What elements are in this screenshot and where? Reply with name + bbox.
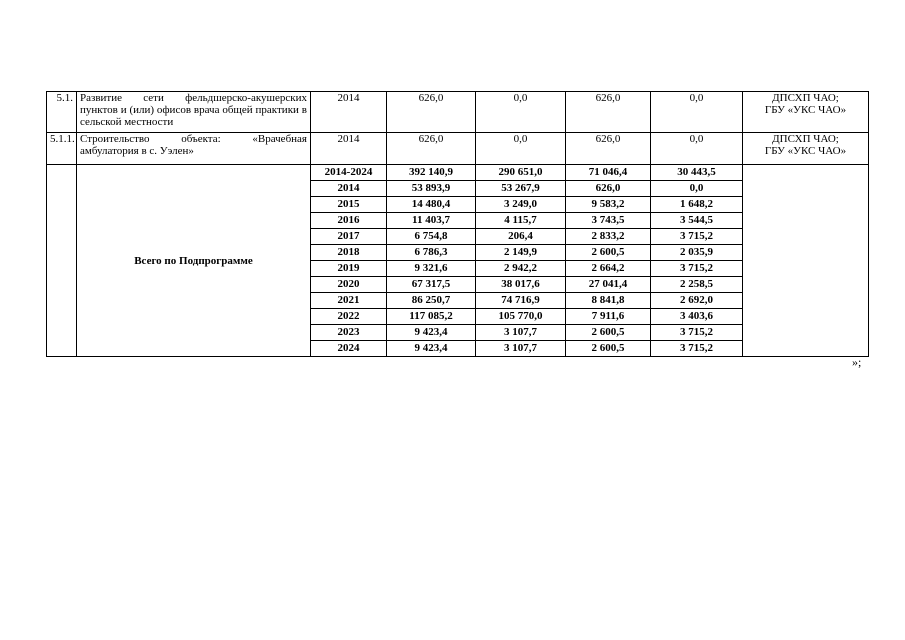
- row-number: 5.1.1.: [47, 133, 77, 165]
- total-value-2: 74 716,9: [476, 293, 566, 309]
- total-value-3: 2 600,5: [566, 325, 651, 341]
- total-year: 2023: [311, 325, 387, 341]
- total-year: 2021: [311, 293, 387, 309]
- total-value-total: 9 423,4: [387, 325, 476, 341]
- total-value-3: 2 600,5: [566, 245, 651, 261]
- total-value-4: 3 715,2: [651, 261, 743, 277]
- total-value-total: 392 140,9: [387, 165, 476, 181]
- total-executor-cell: [743, 165, 869, 357]
- row-value-4: 0,0: [651, 92, 743, 133]
- total-value-3: 8 841,8: [566, 293, 651, 309]
- total-row: [47, 165, 869, 181]
- total-value-4: 2 258,5: [651, 277, 743, 293]
- subprogram-table: [46, 91, 869, 357]
- total-value-3: 9 583,2: [566, 197, 651, 213]
- total-value-2: 53 267,9: [476, 181, 566, 197]
- executor-line: ГБУ «УКС ЧАО»: [764, 145, 847, 157]
- total-year: 2024: [311, 341, 387, 357]
- total-value-3: 2 833,2: [566, 229, 651, 245]
- row-value-2: 0,0: [476, 133, 566, 165]
- row-executor: [743, 133, 869, 165]
- total-number-cell: [47, 165, 77, 357]
- total-value-2: 206,4: [476, 229, 566, 245]
- total-value-2: 3 107,7: [476, 325, 566, 341]
- total-value-4: 30 443,5: [651, 165, 743, 181]
- total-value-total: 9 321,6: [387, 261, 476, 277]
- total-year: 2017: [311, 229, 387, 245]
- total-value-3: 71 046,4: [566, 165, 651, 181]
- row-number: 5.1.: [47, 92, 77, 133]
- executor-line: ДПСХП ЧАО;: [772, 92, 839, 104]
- total-year: 2018: [311, 245, 387, 261]
- total-value-total: 11 403,7: [387, 213, 476, 229]
- total-value-3: 626,0: [566, 181, 651, 197]
- executor-line: ГБУ «УКС ЧАО»: [764, 104, 847, 116]
- row-value-total: 626,0: [387, 133, 476, 165]
- total-value-4: 3 715,2: [651, 341, 743, 357]
- total-value-4: 1 648,2: [651, 197, 743, 213]
- row-name: Развитие сети фельдшерско-акушерских пунктов и (или) офисов врача общей практики в сельской местности: [77, 92, 311, 133]
- row-value-3: 626,0: [566, 92, 651, 133]
- total-value-4: 3 403,6: [651, 309, 743, 325]
- row-name: Строительство объекта: «Врачебная амбулатория в с. Уэлен»: [77, 133, 311, 165]
- total-value-4: 0,0: [651, 181, 743, 197]
- total-value-3: 2 664,2: [566, 261, 651, 277]
- closing-quote-mark: »;: [852, 355, 862, 369]
- total-value-total: 6 754,8: [387, 229, 476, 245]
- row-executor: [743, 92, 869, 133]
- total-year: 2022: [311, 309, 387, 325]
- table-row: [47, 92, 869, 133]
- total-value-total: 53 893,9: [387, 181, 476, 197]
- total-year: 2020: [311, 277, 387, 293]
- total-year: 2015: [311, 197, 387, 213]
- total-year: 2019: [311, 261, 387, 277]
- total-value-3: 27 041,4: [566, 277, 651, 293]
- total-year: 2014: [311, 181, 387, 197]
- total-year: 2016: [311, 213, 387, 229]
- total-value-2: 38 017,6: [476, 277, 566, 293]
- total-value-4: 2 692,0: [651, 293, 743, 309]
- table-row: [47, 133, 869, 165]
- total-value-4: 2 035,9: [651, 245, 743, 261]
- total-value-4: 3 715,2: [651, 325, 743, 341]
- total-value-2: 290 651,0: [476, 165, 566, 181]
- total-value-3: 3 743,5: [566, 213, 651, 229]
- total-value-total: 9 423,4: [387, 341, 476, 357]
- row-year: 2014: [311, 92, 387, 133]
- total-value-4: 3 544,5: [651, 213, 743, 229]
- total-value-3: 7 911,6: [566, 309, 651, 325]
- total-value-4: 3 715,2: [651, 229, 743, 245]
- total-value-2: 105 770,0: [476, 309, 566, 325]
- total-value-2: 3 107,7: [476, 341, 566, 357]
- row-value-4: 0,0: [651, 133, 743, 165]
- total-value-total: 86 250,7: [387, 293, 476, 309]
- total-value-2: 2 149,9: [476, 245, 566, 261]
- row-value-2: 0,0: [476, 92, 566, 133]
- row-value-total: 626,0: [387, 92, 476, 133]
- total-value-total: 117 085,2: [387, 309, 476, 325]
- total-value-3: 2 600,5: [566, 341, 651, 357]
- row-year: 2014: [311, 133, 387, 165]
- executor-line: ДПСХП ЧАО;: [772, 133, 839, 145]
- total-label: Всего по Подпрограмме: [77, 165, 311, 357]
- total-year: 2014-2024: [311, 165, 387, 181]
- total-value-2: 2 942,2: [476, 261, 566, 277]
- total-value-2: 4 115,7: [476, 213, 566, 229]
- total-value-total: 67 317,5: [387, 277, 476, 293]
- total-value-total: 14 480,4: [387, 197, 476, 213]
- row-value-3: 626,0: [566, 133, 651, 165]
- total-value-total: 6 786,3: [387, 245, 476, 261]
- total-value-2: 3 249,0: [476, 197, 566, 213]
